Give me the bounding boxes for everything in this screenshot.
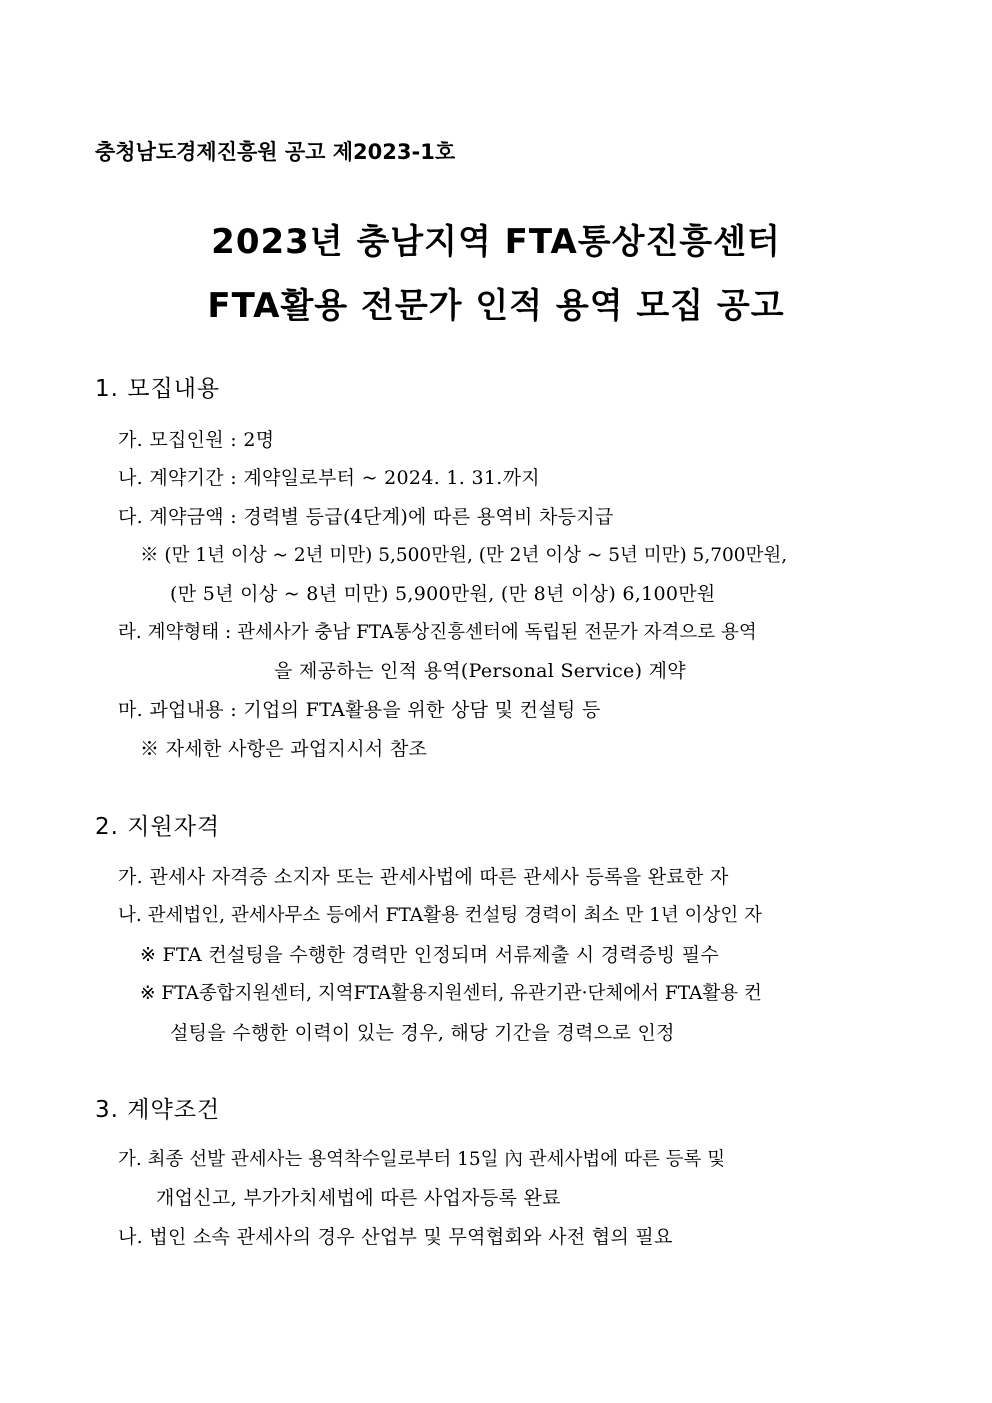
section-2-item-a: 가. 관세사 자격증 소지자 또는 관세사법에 따른 관세사 등록을 완료한 자 — [118, 866, 729, 888]
section-2-item-b-note-2-line-1: ※ FTA종합지원센터, 지역FTA활용지원센터, 유관기관·단체에서 FTA활용 컨 — [140, 983, 762, 1004]
section-2-item-b-note-2-line-2: 설팅을 수행한 이력이 있는 경우, 해당 기간을 경력으로 인정 — [170, 1022, 675, 1044]
section-1-heading: 1. 모집내용 — [95, 376, 221, 402]
section-1-item-d-line-1: 라. 계약형태 : 관세사가 충남 FTA통상진흥센터에 독립된 전문가 자격으로 용역 — [118, 622, 757, 643]
section-2-heading: 2. 지원자격 — [95, 814, 221, 840]
section-3-item-a-line-2: 개업신고, 부가가치세법에 따른 사업자등록 완료 — [156, 1187, 561, 1209]
notice-number: 충청남도경제진흥원 공고 제2023-1호 — [95, 140, 456, 164]
title-line-1: 2023년 충남지역 FTA통상진흥센터 — [211, 222, 781, 262]
section-2-item-b-note-1: ※ FTA 컨설팅을 수행한 경력만 인정되며 서류제출 시 경력증빙 필수 — [140, 944, 720, 966]
section-1-item-b: 나. 계약기간 : 계약일로부터 ~ 2024. 1. 31.까지 — [118, 467, 540, 489]
section-3-item-b: 나. 법인 소속 관세사의 경우 산업부 및 무역협회와 사전 협의 필요 — [118, 1226, 673, 1248]
title-line-2: FTA활용 전문가 인적 용역 모집 공고 — [207, 286, 785, 326]
section-1-item-c: 다. 계약금액 : 경력별 등급(4단계)에 따른 용역비 차등지급 — [118, 506, 614, 528]
section-1-item-e-note: ※ 자세한 사항은 과업지시서 참조 — [140, 738, 428, 760]
section-1-item-d-line-2: 을 제공하는 인적 용역(Personal Service) 계약 — [274, 660, 686, 682]
section-1-item-c-note-1: ※ (만 1년 이상 ~ 2년 미만) 5,500만원, (만 2년 이상 ~ 5년 미만) 5,700만원, — [140, 545, 788, 566]
section-1-item-e: 마. 과업내용 : 기업의 FTA활용을 위한 상담 및 컨설팅 등 — [118, 699, 601, 721]
section-1-item-c-note-2: (만 5년 이상 ~ 8년 미만) 5,900만원, (만 8년 이상) 6,100만원 — [170, 583, 716, 605]
section-3-heading: 3. 계약조건 — [95, 1097, 221, 1123]
section-1-item-a: 가. 모집인원 : 2명 — [118, 429, 275, 451]
section-2-item-b: 나. 관세법인, 관세사무소 등에서 FTA활용 컨설팅 경력이 최소 만 1년 이상인 자 — [118, 905, 763, 926]
section-3-item-a-line-1: 가. 최종 선발 관세사는 용역착수일로부터 15일 內 관세사법에 따른 등록 및 — [118, 1149, 726, 1170]
